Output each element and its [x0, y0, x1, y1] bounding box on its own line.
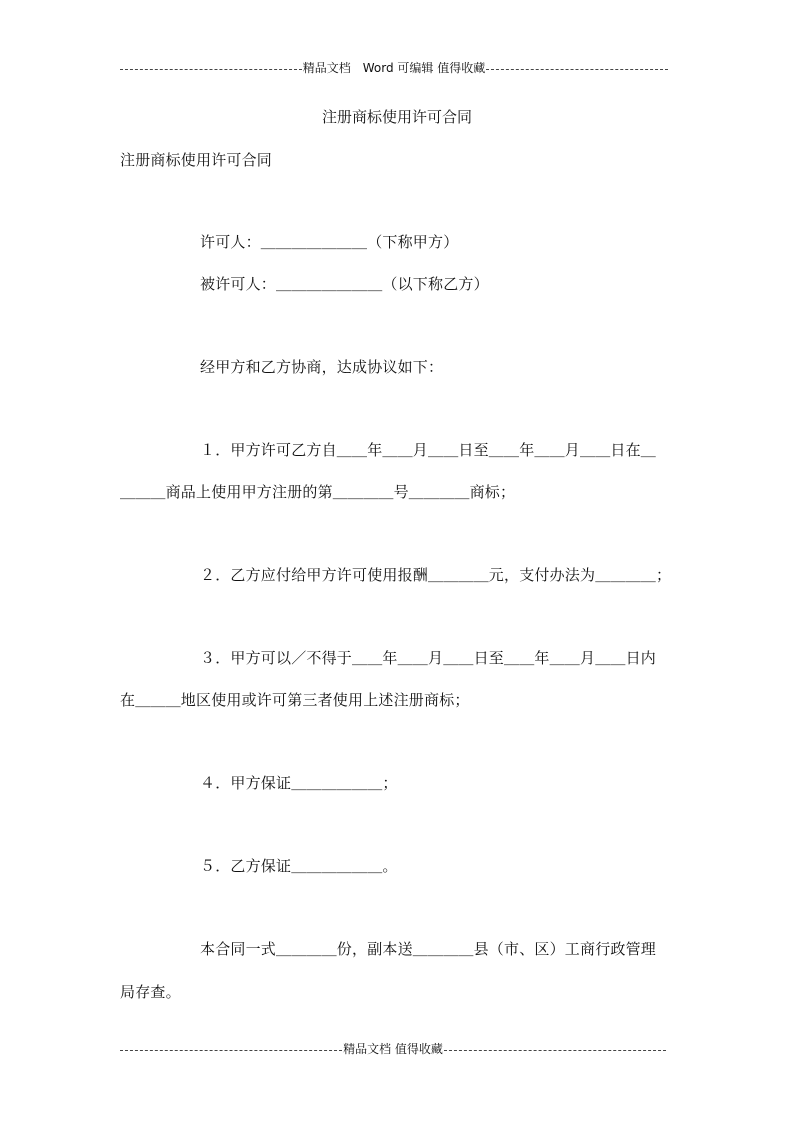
- header-rule-left: [120, 69, 302, 70]
- page-footer: [120, 1042, 666, 1056]
- clause-2-line: ２．乙方应付给甲方许可使用报酬＿＿＿＿元，支付办法为＿＿＿＿；: [200, 566, 672, 584]
- header-rule-right: [486, 69, 668, 70]
- preamble-line: 经甲方和乙方协商，达成协议如下：: [200, 358, 444, 376]
- clause-3-line-1: ３．甲方可以／不得于＿＿年＿＿月＿＿日至＿＿年＿＿月＿＿日内: [200, 649, 657, 667]
- footer-rule-left: [120, 1050, 342, 1051]
- footer-text: 精品文档 值得收藏: [343, 1042, 443, 1056]
- clause-5-line: ５．乙方保证＿＿＿＿＿＿。: [200, 857, 398, 875]
- page-header: [120, 61, 668, 75]
- licensee-line: 被许可人：＿＿＿＿＿＿＿（以下称乙方）: [200, 275, 489, 293]
- centered-title: 注册商标使用许可合同: [321, 108, 472, 126]
- footer-rule-right: [444, 1050, 666, 1051]
- document-heading: 注册商标使用许可合同: [120, 151, 273, 169]
- clause-4-line: ４．甲方保证＿＿＿＿＿＿；: [200, 774, 398, 792]
- clause-1-line-1: １．甲方许可乙方自＿＿年＿＿月＿＿日至＿＿年＿＿月＿＿日在＿: [200, 441, 657, 459]
- copies-line-2: 局存查。: [120, 983, 181, 1001]
- header-text: 精品文档 Word 可编辑 值得收藏: [302, 61, 486, 75]
- licensor-line: 许可人：＿＿＿＿＿＿＿（下称甲方）: [200, 233, 459, 251]
- copies-line-1: 本合同一式＿＿＿＿份，副本送＿＿＿＿县（市、区）工商行政管理: [200, 940, 657, 958]
- clause-3-line-2: 在＿＿＿地区使用或许可第三者使用上述注册商标；: [120, 691, 470, 709]
- clause-1-line-2: ＿＿＿商品上使用甲方注册的第＿＿＿＿号＿＿＿＿商标；: [120, 483, 516, 501]
